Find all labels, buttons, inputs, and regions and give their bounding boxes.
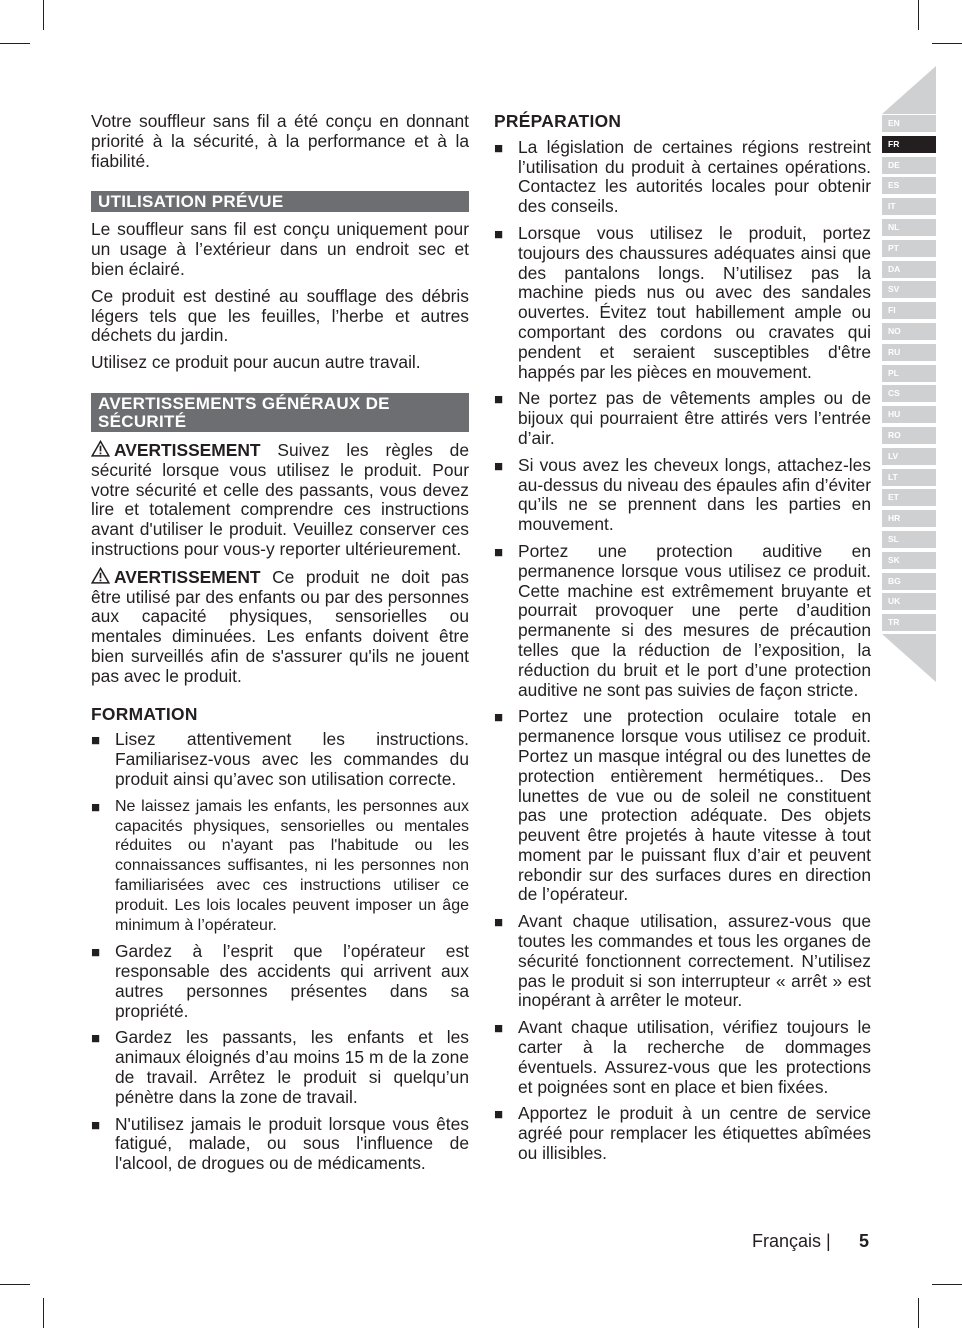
language-tab-hr[interactable]: HR [882,510,936,527]
square-bullet-icon: ■ [494,914,504,932]
language-tab-ro[interactable]: RO [882,427,936,444]
preparation-list [494,138,871,1164]
language-tab-lv[interactable]: LV [882,448,936,465]
list-item: ■ Lisez attentivement les instructions. Familiarisez-vous avec les commandes du produit ainsi qu’avec son utilisation correcte. [91,729,469,789]
intended-use-paragraph: Ce produit est destiné au soufflage des débris légers tels que les feuilles, l’herbe et autres déchets du jardin. [91,285,469,346]
left-column [91,112,469,1181]
list-item: ■ Avant chaque utilisation, vérifiez toujours le carter à la recherche de dommages éventuels. Assurez-vous que les protections et poignées sont en place et bien fixées. [494,1017,871,1097]
language-tab-it[interactable]: IT [882,198,936,215]
language-tab-bg[interactable]: BG [882,573,936,590]
list-item: ■ Si vous avez les cheveux longs, attachez-les au-dessus du niveau des épaules afin d’éviter qu’ils ne se prennent dans les parties en mouvement. [494,454,871,535]
training-list [91,730,469,1174]
crop-mark [918,0,919,30]
list-item: ■ Ne laissez jamais les enfants, les personnes aux capacités physiques, sensorielles ou mentales réduites ou n'ayant pas l'habitude ou les connaissances suffisantes, ni les personnes non familiarisées avec ces instructions utiliser ce produit. Les lois locales peuvent imposer un âge minimum à l’opérateur. [91,797,469,934]
language-tab-pl[interactable]: PL [882,365,936,382]
square-bullet-icon: ■ [494,225,504,243]
square-bullet-icon: ■ [494,709,504,727]
warning-triangle-icon [91,440,110,457]
list-item: ■ Portez une protection auditive en permanence lorsque vous utilisez ce produit. Cette machine est extrêmement bruyante et pourrait provoquer une perte d’audition permanente si des mesures de précaution telles que la réduction de l’exposition, la réduction du bruit et le port d’une protection auditive ne sont pas suivies de façon stricte. [494,540,871,700]
list-item: ■ Gardez les passants, les enfants et les animaux éloignés d’au moins 15 m de la zone de travail. Arrêtez le produit si quelqu’un pénètre dans la zone de travail. [91,1027,469,1107]
language-sidebar [882,66,936,682]
list-item: ■ Portez une protection oculaire totale en permanence lorsque vous utilisez ce produit. Portez un masque intégral ou des lunettes de protection entièrement hermétiques.. Des lunettes de vue ou de soleil ne constituent pas une protection adéquate. Des objets peuvent être projetés à haute vitesse à tout moment par le puissant flux d’air et peuvent rebondir sur des surfaces dures en direction de l’opérateur. [494,706,871,905]
square-bullet-icon: ■ [494,457,504,475]
language-tab-sl[interactable]: SL [882,531,936,548]
language-tab-et[interactable]: ET [882,489,936,506]
language-tab-da[interactable]: DA [882,261,936,278]
crop-mark [43,0,44,30]
crop-mark [0,1284,30,1285]
right-column [494,112,871,1171]
warning-text: Ce produit ne doit pas être utilisé par des enfants ou par des personnes aux capacité physiques, sensorielles ou mentales diminuées. Les enfants doivent être bien surveillés afin de s'assurer qu'ils ne jouent pas avec le produit. [91,566,469,686]
language-tab-no[interactable]: NO [882,323,936,340]
section-title-intended-use: UTILISATION PRÉVUE [91,191,469,212]
language-tab-de[interactable]: DE [882,157,936,174]
list-item: ■ N'utilisez jamais le produit lorsque vous êtes fatigué, malade, ou sous l'influence de l'alcool, de drogues ou de médicaments. [91,1113,469,1174]
square-bullet-icon: ■ [91,1116,101,1134]
intended-use-paragraph: Le souffleur sans fil est conçu uniquement pour un usage à l’extérieur dans un endroit sec et bien éclairé. [91,219,469,279]
language-tab-sv[interactable]: SV [882,281,936,298]
section-title-training: FORMATION [91,703,198,724]
crop-mark [932,43,962,44]
square-bullet-icon: ■ [91,732,101,750]
section-title-preparation: PRÉPARATION [494,111,622,131]
crop-mark [0,43,30,44]
warning-label: AVERTISSEMENT [114,439,261,460]
square-bullet-icon: ■ [494,1020,504,1038]
language-tab-en[interactable]: EN [882,115,936,132]
language-tab-tr[interactable]: TR [882,614,936,631]
square-bullet-icon: ■ [494,1106,504,1124]
square-bullet-icon: ■ [91,944,101,962]
list-item: ■ Gardez à l’esprit que l’opérateur est responsable des accidents qui arrivent aux autres personnes présentes dans sa propriété. [91,941,469,1021]
warning-paragraph [91,440,469,560]
list-item: ■ Avant chaque utilisation, assurez-vous que toutes les commandes et tous les organes de sécurité fonctionnent correctement. N’utilisez pas le produit si son interrupteur « arrêt » est inopérant à arrêter le moteur. [494,911,871,1011]
square-bullet-icon: ■ [494,139,504,157]
crop-mark [918,1298,919,1328]
language-tab-nl[interactable]: NL [882,219,936,236]
language-tab-pt[interactable]: PT [882,240,936,257]
square-bullet-icon: ■ [494,391,504,409]
list-item: ■ La législation de certaines régions restreint l’utilisation du produit à certaines opérations. Contactez les autorités locales pour obtenir des conseils. [494,136,871,217]
warning-label: AVERTISSEMENT [114,566,261,587]
intended-use-paragraph: Utilisez ce produit pour aucun autre travail. [91,352,421,373]
warning-text: Suivez les règles de sécurité lorsque vous utilisez le produit. Pour votre sécurité et celle des passants, vous devez lire et totalement comprendre ces instructions avant d'utiliser le produit. Veuillez conserver ces instructions pour vous-y reporter ultérieurement. [91,439,469,559]
list-item: ■ Apportez le produit à un centre de service agréé pour remplacer les étiquettes abîmées ou illisibles. [494,1103,871,1164]
language-tab-ru[interactable]: RU [882,344,936,361]
warning-paragraph [91,567,469,687]
section-title-general-warnings: AVERTISSEMENTS GÉNÉRAUX DE SÉCURITÉ [91,393,469,432]
language-tab-sk[interactable]: SK [882,552,936,569]
list-item: ■ Ne portez pas de vêtements amples ou de bijoux qui pourraient être attirés vers l’entrée d’air. [494,388,871,448]
language-tab-uk[interactable]: UK [882,593,936,610]
language-tab-hu[interactable]: HU [882,406,936,423]
language-tab-fr[interactable]: FR [882,136,936,153]
list-item: ■ Lorsque vous utilisez le produit, portez toujours des chaussures adéquates ainsi que des pantalons longs. N’utilisez pas la machine pieds nus ou avec des sandales ouvertes. Évitez tout habillement ample ou comportant des cordons ou cravates qui pendent et seraient susceptibles d'être happés par les pièces en mouvement. [494,222,871,382]
language-tab-es[interactable]: ES [882,177,936,194]
language-tab-fi[interactable]: FI [882,302,936,319]
square-bullet-icon: ■ [91,798,101,816]
square-bullet-icon: ■ [91,1030,101,1048]
language-tab-cs[interactable]: CS [882,385,936,402]
warning-triangle-icon [91,567,110,584]
crop-mark [932,1284,962,1285]
intro-paragraph: Votre souffleur sans fil a été conçu en donnant priorité à la sécurité, à la performance et à la fiabilité. [91,111,469,171]
page-number: 5 [859,1231,870,1251]
footer-language: Français | [752,1231,831,1251]
square-bullet-icon: ■ [494,543,504,561]
language-tab-lt[interactable]: LT [882,469,936,486]
crop-mark [43,1298,44,1328]
